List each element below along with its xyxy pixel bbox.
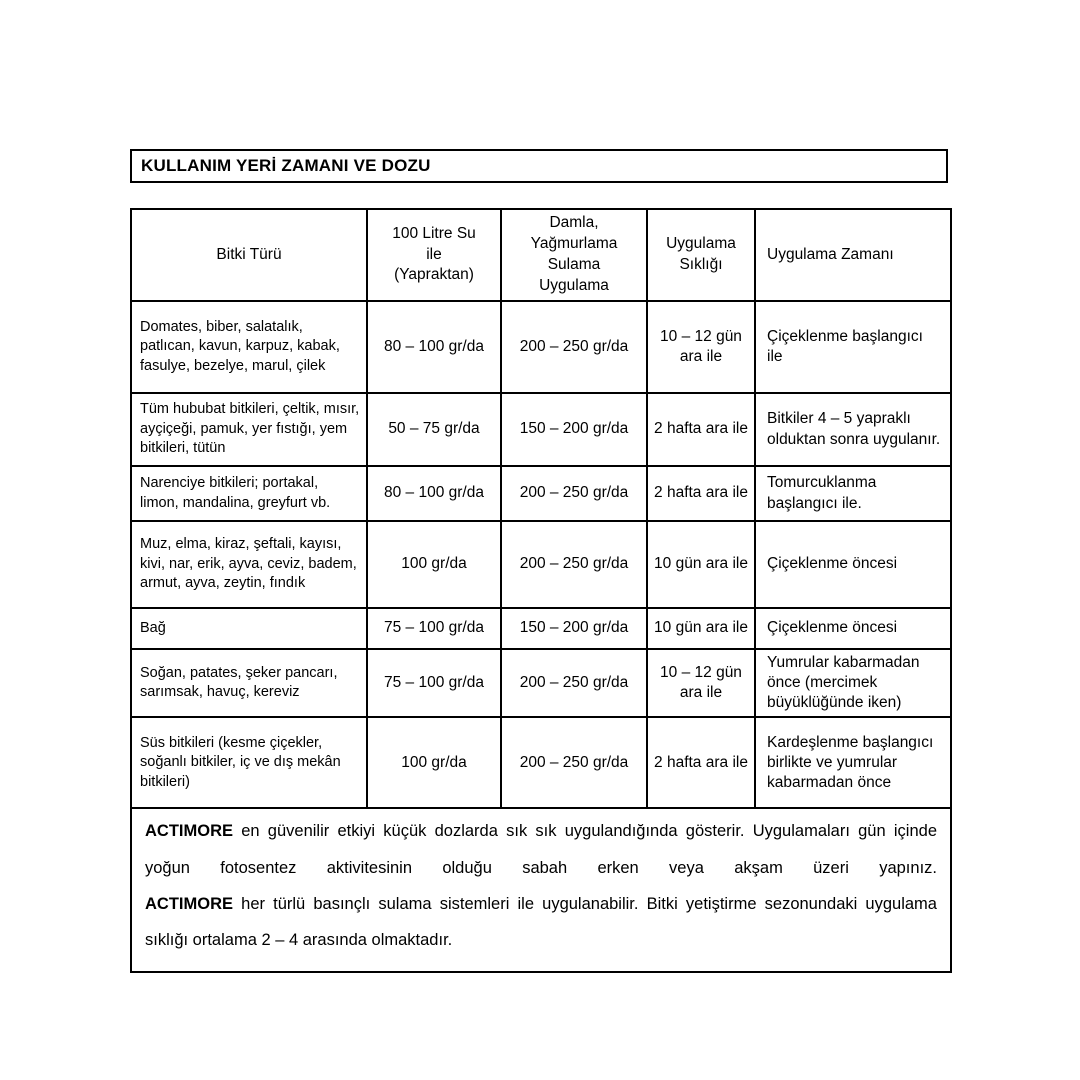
table-row — [131, 717, 951, 808]
header-line: Uygulama — [539, 276, 609, 294]
section-title: KULLANIM YERİ ZAMANI VE DOZU — [141, 156, 431, 175]
cell-timing: Çiçeklenme öncesi — [755, 608, 951, 649]
cell-frequency: 2 hafta ara ile — [647, 717, 755, 808]
cell-plant: Bağ — [131, 608, 367, 649]
table-row — [131, 608, 951, 649]
usage-note — [131, 808, 951, 971]
cell-frequency: 2 hafta ara ile — [647, 393, 755, 466]
cell-drip-dose: 200 – 250 gr/da — [501, 466, 647, 521]
cell-drip-dose: 200 – 250 gr/da — [501, 521, 647, 608]
cell-plant: Tüm hububat bitkileri, çeltik, mısır, ayçiçeği, pamuk, yer fıstığı, yem bitkileri, tütün — [131, 393, 367, 466]
header-line: Yağmurlama — [530, 235, 618, 253]
cell-frequency: 2 hafta ara ile — [647, 466, 755, 521]
table-row — [131, 393, 951, 466]
table-row — [131, 649, 951, 717]
header-line: Bitki Türü — [216, 245, 282, 263]
header-line: ile — [426, 245, 442, 263]
cell-drip-dose: 150 – 200 gr/da — [501, 608, 647, 649]
header-line: Damla, — [549, 214, 599, 232]
cell-timing: Kardeşlenme başlangıcı birlikte ve yumrular kabarmadan önce — [755, 717, 951, 808]
cell-timing: Çiçeklenme başlangıcı ile — [755, 301, 951, 393]
note-paragraph — [145, 813, 937, 886]
cell-foliar-dose: 100 gr/da — [367, 521, 501, 608]
cell-timing: Yumrular kabarmadan önce (mercimek büyüklüğünde iken) — [755, 649, 951, 717]
col-header-foliar-dose — [367, 209, 501, 301]
cell-frequency: 10 – 12 gün ara ile — [647, 649, 755, 717]
cell-foliar-dose: 100 gr/da — [367, 717, 501, 808]
brand-name: ACTIMORE — [145, 822, 233, 841]
cell-drip-dose: 200 – 250 gr/da — [501, 717, 647, 808]
note-paragraph — [145, 886, 937, 959]
section-title-box — [130, 149, 948, 183]
header-line: Uygulama — [666, 235, 736, 253]
cell-frequency: 10 – 12 gün ara ile — [647, 301, 755, 393]
cell-plant: Domates, biber, salatalık, patlıcan, kavun, karpuz, kabak, fasulye, bezelye, marul, çilek — [131, 301, 367, 393]
table-row — [131, 521, 951, 608]
cell-frequency: 10 gün ara ile — [647, 608, 755, 649]
table-row — [131, 301, 951, 393]
cell-timing: Çiçeklenme öncesi — [755, 521, 951, 608]
header-line: Sulama — [547, 256, 601, 273]
note-text: en güvenilir etkiyi küçük dozlarda sık sık uygulandığında gösterir. Uygulamaları gün içinde yoğun fotosentez aktivitesinin olduğu sabah erken veya akşam üzeri yapınız. — [145, 822, 937, 877]
header-line: 100 Litre Su — [392, 224, 476, 242]
header-line: Uygulama Zamanı — [767, 245, 894, 263]
col-header-frequency — [647, 209, 755, 301]
header-line: Sıklığı — [679, 256, 723, 273]
cell-drip-dose: 200 – 250 gr/da — [501, 301, 647, 393]
document-page — [130, 149, 952, 973]
cell-drip-dose: 200 – 250 gr/da — [501, 649, 647, 717]
col-header-plant-type — [131, 209, 367, 301]
cell-foliar-dose: 50 – 75 gr/da — [367, 393, 501, 466]
cell-timing: Bitkiler 4 – 5 yapraklı olduktan sonra uygulanır. — [755, 393, 951, 466]
note-text: her türlü basınçlı sulama sistemleri ile uygulanabilir. Bitki yetiştirme sezonundaki uygulama sıklığı ortalama 2 – 4 arasında olmaktadır. — [145, 895, 937, 950]
table-header-row — [131, 209, 951, 301]
cell-foliar-dose: 80 – 100 gr/da — [367, 301, 501, 393]
cell-frequency: 10 gün ara ile — [647, 521, 755, 608]
usage-note-row — [131, 808, 951, 971]
cell-plant: Soğan, patates, şeker pancarı, sarımsak, havuç, kereviz — [131, 649, 367, 717]
cell-foliar-dose: 75 – 100 gr/da — [367, 608, 501, 649]
col-header-drip-dose — [501, 209, 647, 301]
cell-plant: Narenciye bitkileri; portakal, limon, mandalina, greyfurt vb. — [131, 466, 367, 521]
cell-plant: Muz, elma, kiraz, şeftali, kayısı, kivi, nar, erik, ayva, ceviz, badem, armut, ayva, zeytin, fındık — [131, 521, 367, 608]
col-header-timing — [755, 209, 951, 301]
cell-foliar-dose: 80 – 100 gr/da — [367, 466, 501, 521]
brand-name: ACTIMORE — [145, 895, 233, 914]
cell-timing: Tomurcuklanma başlangıcı ile. — [755, 466, 951, 521]
cell-drip-dose: 150 – 200 gr/da — [501, 393, 647, 466]
cell-plant: Süs bitkileri (kesme çiçekler, soğanlı bitkiler, iç ve dış mekân bitkileri) — [131, 717, 367, 808]
table-row — [131, 466, 951, 521]
usage-dosage-table — [130, 208, 952, 973]
header-line: (Yapraktan) — [394, 266, 474, 284]
cell-foliar-dose: 75 – 100 gr/da — [367, 649, 501, 717]
